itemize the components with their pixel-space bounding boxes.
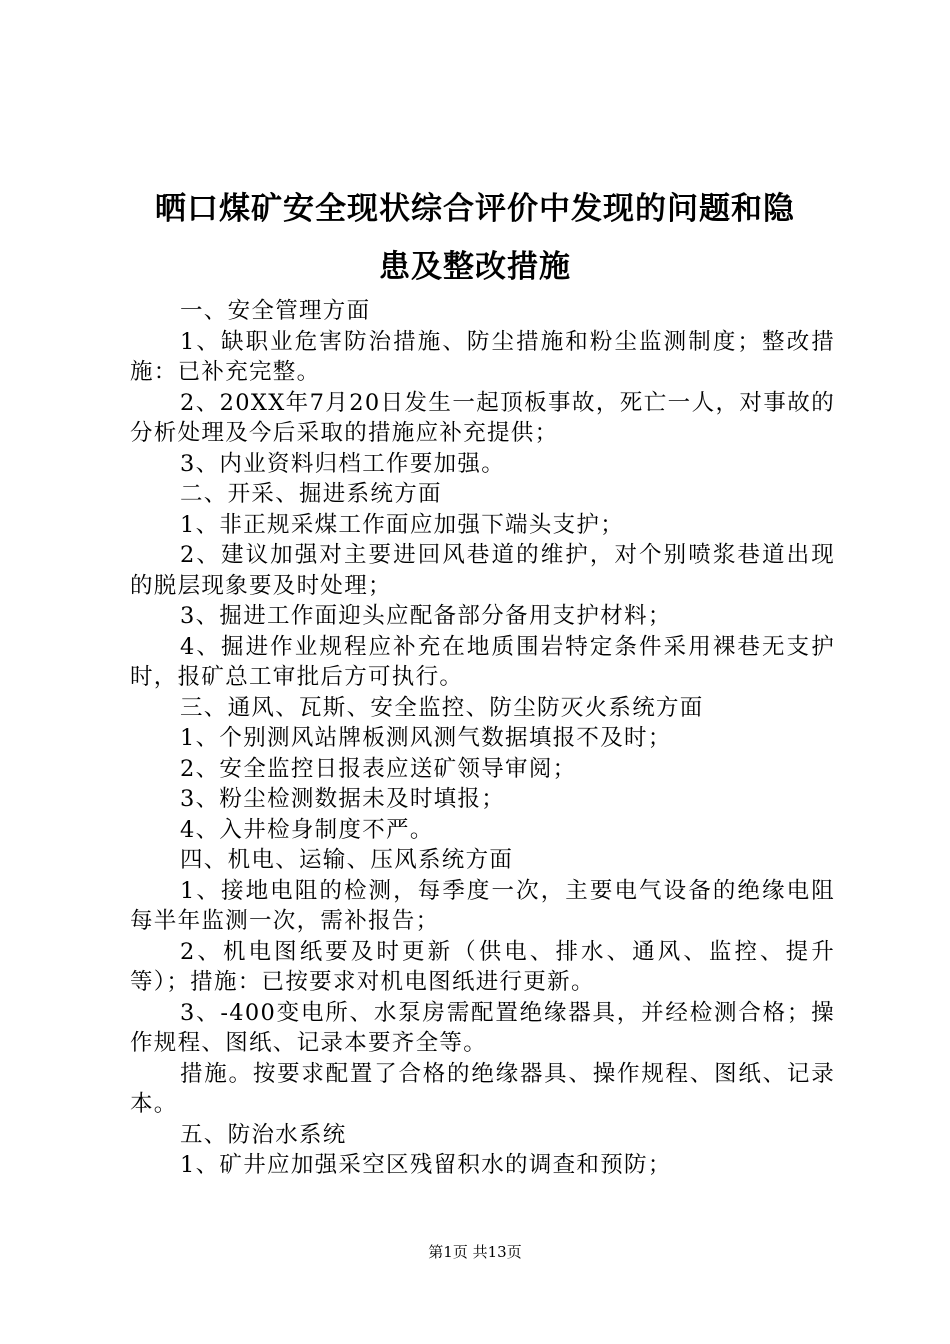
paragraph: 3、-400变电所、水泵房需配置绝缘器具，并经检测合格；操作规程、图纸、记录本要齐全等。 <box>130 999 835 1056</box>
paragraph: 1、个别测风站牌板测风测气数据填报不及时； <box>180 725 672 751</box>
section-heading-water: 五、防治水系统 <box>180 1121 347 1148</box>
document-title <box>120 180 830 296</box>
paragraph: 3、内业资料归档工作要加强。 <box>180 450 506 477</box>
page-footer: 第1页 共13页 <box>428 1243 522 1261</box>
paragraph: 2、建议加强对主要进回风巷道的维护，对个别喷浆巷道出现的脱层现象要及时处理； <box>130 542 835 599</box>
paragraph: 1、非正规采煤工作面应加强下端头支护； <box>180 511 625 538</box>
paragraph: 2、安全监控日报表应送矿领导审阅； <box>180 755 577 782</box>
paragraph: 4、入井检身制度不严。 <box>180 816 434 843</box>
paragraph: 1、矿井应加强采空区残留积水的调查和预防； <box>180 1152 672 1178</box>
section-heading-ventilation: 三、通风、瓦斯、安全监控、防尘防灭火系统方面 <box>180 694 704 721</box>
paragraph: 4、掘进作业规程应补充在地质围岩特定条件采用裸巷无支护时，报矿总工审批后方可执行。 <box>130 633 835 690</box>
paragraph: 2、20XX年7月20日发生一起顶板事故，死亡一人，对事故的分析处理及今后采取的措施应补充提供； <box>130 389 835 446</box>
paragraph: 2、机电图纸要及时更新（供电、排水、通风、监控、提升等）；措施：已按要求对机电图纸进行更新。 <box>130 938 835 995</box>
section-heading-management: 一、安全管理方面 <box>180 298 371 324</box>
document-body <box>130 296 835 1181</box>
paragraph: 3、掘进工作面迎头应配备部分备用支护材料； <box>180 603 672 629</box>
paragraph: 1、缺职业危害防治措施、防尘措施和粉尘监测制度；整改措施：已补充完整。 <box>130 328 835 385</box>
paragraph: 3、粉尘检测数据未及时填报； <box>180 786 506 812</box>
paragraph: 1、接地电阻的检测，每季度一次，主要电气设备的绝缘电阻每半年监测一次，需补报告； <box>130 877 835 934</box>
paragraph: 措施。按要求配置了合格的绝缘器具、操作规程、图纸、记录本。 <box>130 1060 835 1117</box>
title-line-1: 晒口煤矿安全现状综合评价中发现的问题和隐 <box>155 191 795 227</box>
section-heading-electromechanical: 四、机电、运输、压风系统方面 <box>180 847 514 873</box>
section-heading-mining: 二、开采、掘进系统方面 <box>180 481 442 507</box>
title-line-2: 患及整改措施 <box>379 249 571 285</box>
